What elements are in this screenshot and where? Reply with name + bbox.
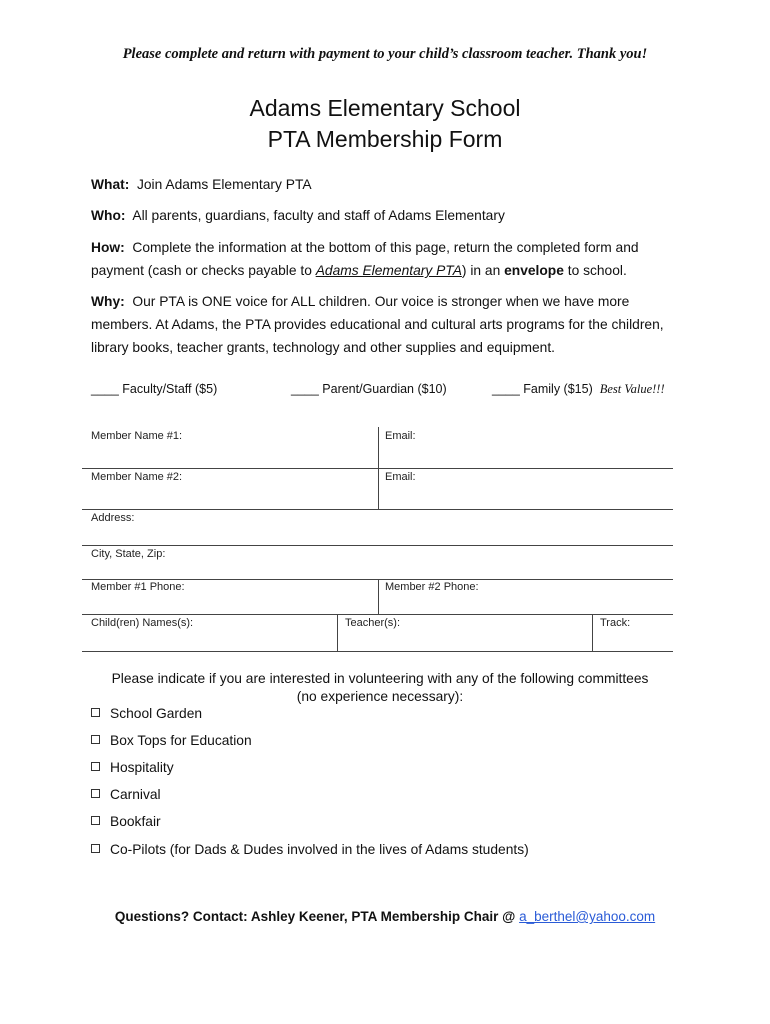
parent-guardian-option[interactable]: ____ Parent/Guardian ($10) <box>291 382 447 396</box>
committee-label: Bookfair <box>110 814 161 829</box>
checkbox-icon[interactable] <box>91 708 100 717</box>
how-label: How: <box>91 240 125 255</box>
why-paragraph <box>91 290 691 359</box>
why-label: Why: <box>91 294 125 309</box>
children-names-field[interactable]: Child(ren) Names(s): <box>91 617 194 629</box>
committee-label: Box Tops for Education <box>110 733 252 748</box>
how-paragraph <box>91 236 691 282</box>
how-text-b: ) in an <box>461 263 505 278</box>
what-label: What: <box>91 177 130 192</box>
committee-option[interactable] <box>91 842 529 857</box>
address-field[interactable]: Address: <box>91 512 135 524</box>
who-text: All parents, guardians, faculty and staff of Adams Elementary <box>132 208 505 223</box>
form-title: PTA Membership Form <box>267 126 503 152</box>
who-paragraph <box>91 204 691 227</box>
instruction-note: Please complete and return with payment to your child’s classroom teacher. Thank you! <box>122 46 648 62</box>
what-paragraph <box>91 173 691 196</box>
member2-name-field[interactable]: Member Name #2: <box>91 471 183 483</box>
email2-field[interactable]: Email: <box>385 471 416 483</box>
row-divider <box>82 545 673 546</box>
city-state-zip-field[interactable]: City, State, Zip: <box>91 548 166 560</box>
what-text: Join Adams Elementary PTA <box>136 177 312 192</box>
committee-option[interactable] <box>91 706 202 721</box>
track-field[interactable]: Track: <box>600 617 631 629</box>
checkbox-icon[interactable] <box>91 762 100 771</box>
contact-line <box>0 909 770 924</box>
email1-field[interactable]: Email: <box>385 430 416 442</box>
column-divider <box>378 427 379 509</box>
committee-option[interactable] <box>91 814 161 829</box>
payee-name: Adams Elementary PTA <box>315 263 462 278</box>
committee-label: Carnival <box>110 787 161 802</box>
why-text: Our PTA is ONE voice for ALL children. Our voice is stronger when we have more members. At Adams, the PTA provides educational and cultural arts programs for the children, library books, teacher grants, technology and other supplies and equipment. <box>91 294 664 355</box>
family-option[interactable] <box>492 382 665 397</box>
volunteer-heading-line2: (no experience necessary): <box>296 689 464 704</box>
how-text-c: to school. <box>563 263 627 278</box>
best-value-note: Best Value!!! <box>599 382 665 396</box>
checkbox-icon[interactable] <box>91 735 100 744</box>
checkbox-icon[interactable] <box>91 844 100 853</box>
column-divider <box>337 614 338 651</box>
volunteer-heading <box>80 670 680 706</box>
checkbox-icon[interactable] <box>91 789 100 798</box>
school-title: Adams Elementary School <box>249 95 521 121</box>
who-label: Who: <box>91 208 126 223</box>
committee-label: School Garden <box>110 706 203 721</box>
row-divider <box>82 509 673 510</box>
committee-option[interactable] <box>91 787 161 802</box>
checkbox-icon[interactable] <box>91 816 100 825</box>
member1-phone-field[interactable]: Member #1 Phone: <box>91 581 185 593</box>
committee-label: Hospitality <box>110 760 174 775</box>
contact-text: Questions? Contact: Ashley Keener, PTA Membership Chair @ <box>114 909 520 924</box>
contact-email-link[interactable]: a_berthel@yahoo.com <box>519 909 656 924</box>
member2-phone-field[interactable]: Member #2 Phone: <box>385 581 479 593</box>
family-option-label: ____ Family ($15) <box>492 382 593 396</box>
committee-label: Co-Pilots (for Dads & Dudes involved in the lives of Adams students) <box>110 842 529 857</box>
how-text-a: Complete the information at the bottom of this page, return the completed form and payment (cash or checks payable to <box>91 240 639 278</box>
member1-name-field[interactable]: Member Name #1: <box>91 430 183 442</box>
column-divider <box>592 614 593 651</box>
column-divider <box>378 579 379 614</box>
row-divider <box>82 651 673 652</box>
committee-option[interactable] <box>91 760 174 775</box>
committee-option[interactable] <box>91 733 252 748</box>
teachers-field[interactable]: Teacher(s): <box>345 617 401 629</box>
row-divider <box>82 614 673 615</box>
envelope-emphasis: envelope <box>504 263 564 278</box>
volunteer-heading-line1: Please indicate if you are interested in volunteering with any of the following committees <box>111 671 649 686</box>
faculty-staff-option[interactable]: ____ Faculty/Staff ($5) <box>91 382 218 396</box>
